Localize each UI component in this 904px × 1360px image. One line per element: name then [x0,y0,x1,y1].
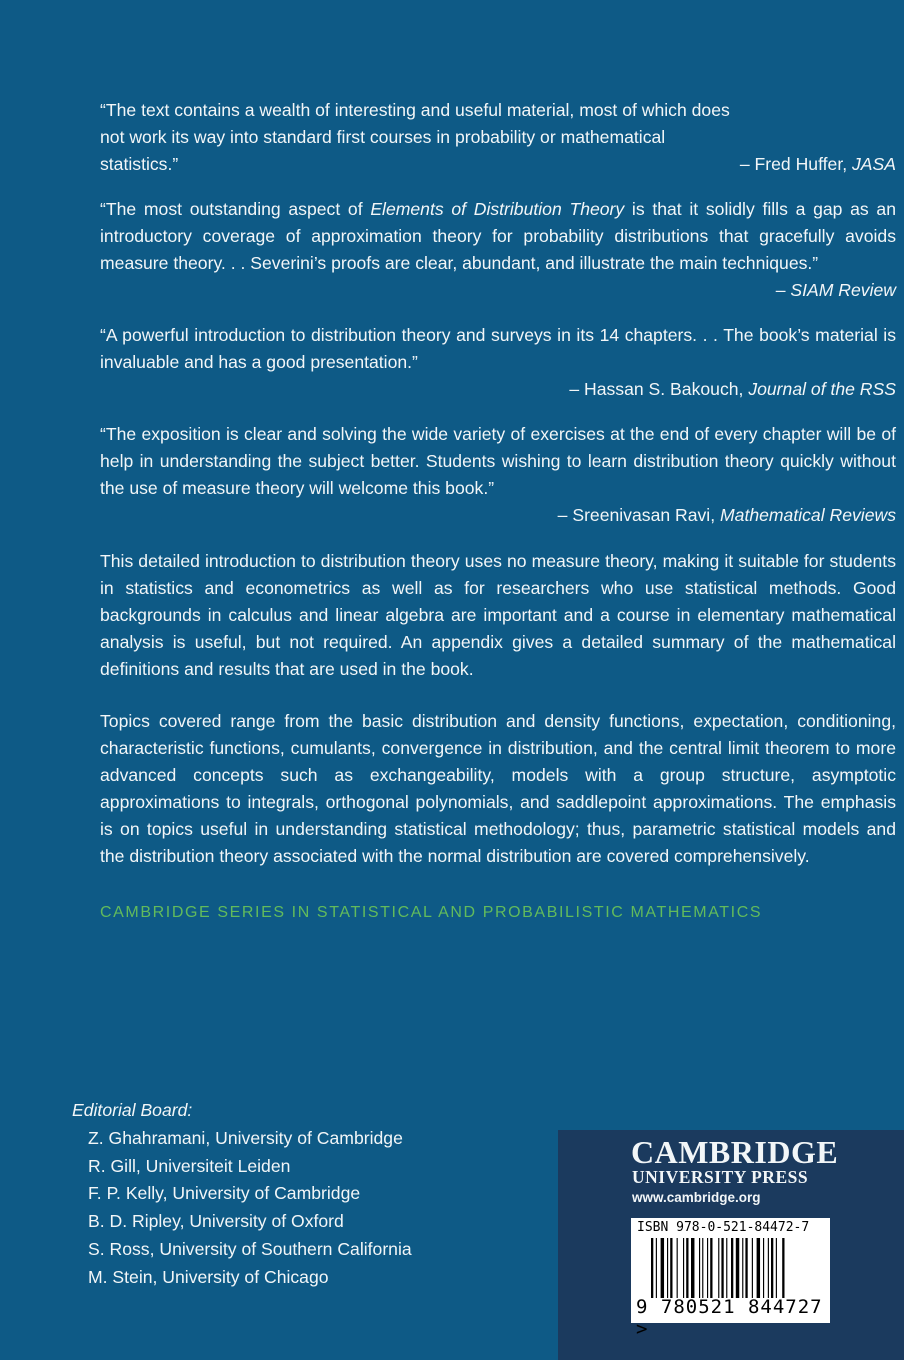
board-member: M. Stein, University of Chicago [88,1266,329,1287]
board-member: R. Gill, Universiteit Leiden [88,1155,291,1176]
barcode-bars [651,1238,821,1298]
barcode-digits: 9 780521 844727 > [636,1296,823,1340]
isbn-label: ISBN 978-0-521-84472-7 [637,1220,810,1235]
review-attribution: – Fred Huffer, JASA [739,154,896,174]
review-text: “The text contains a wealth of interesting and useful material, most of which does not work its way into standard first courses in probability or mathematical statistics.” [100,100,730,174]
review-attribution: – Sreenivasan Ravi, Mathematical Reviews [557,505,896,525]
publisher-logo: CAMBRIDGE [631,1134,839,1170]
board-title: Editorial Board: [72,1100,193,1120]
publisher-url: www.cambridge.org [632,1190,761,1205]
series-title: CAMBRIDGE SERIES IN STATISTICAL AND PROBABILISTIC MATHEMATICS [100,904,763,921]
description-paragraph-1: This detailed introduction to distribution theory uses no measure theory, making it suitable for students in statistics and econometrics as well as for researchers who use statistical methods. Good backgrounds in calculus and linear algebra are important and a course in elementary mathematical analysis is useful, but not required. An appendix gives a detailed summary of the mathematical definitions and results that are used in the book. [100,551,896,679]
review-1 [100,97,896,178]
barcode [631,1218,830,1340]
review-2: “The most outstanding aspect of Elements of Distribution Theory is that it solidly fills a gap as an introductory coverage of approximation theory for probability distributions that gracefully avoids measure theory. . . Severini’s proofs are clear, abundant, and illustrate the main techniques.” [100,199,896,273]
review-attribution: – Hassan S. Bakouch, Journal of the RSS [569,379,896,399]
description-paragraph-2: Topics covered range from the basic distribution and density functions, expectation, conditioning, characteristic functions, cumulants, convergence in distribution, and the central limit theorem to more advanced concepts such as exchangeability, models with a group structure, asymptotic approximations to integrals, orthogonal polynomials, and saddlepoint approximations. The emphasis is on topics useful in understanding statistical methodology; thus, parametric statistical models and the distribution theory associated with the normal distribution are covered comprehensively. [100,711,896,866]
review-3: “A powerful introduction to distribution theory and surveys in its 14 chapters. . . The book’s material is invaluable and has a good presentation.” [100,325,896,372]
board-member: S. Ross, University of Southern California [88,1238,412,1259]
board-member: B. D. Ripley, University of Oxford [88,1211,344,1232]
board-member: F. P. Kelly, University of Cambridge [88,1183,361,1204]
reviews [100,97,896,870]
editorial-board [72,1097,412,1292]
review-attribution: – SIAM Review [775,280,896,300]
publisher-panel [558,1130,904,1360]
review-4: “The exposition is clear and solving the wide variety of exercises at the end of every chapter will be of help in understanding the subject better. Students wishing to learn distribution theory quickly without the use of measure theory will welcome this book.” [100,424,896,498]
board-member: Z. Ghahramani, University of Cambridge [88,1127,403,1148]
publisher-logo-sub: UNIVERSITY PRESS [632,1167,809,1187]
